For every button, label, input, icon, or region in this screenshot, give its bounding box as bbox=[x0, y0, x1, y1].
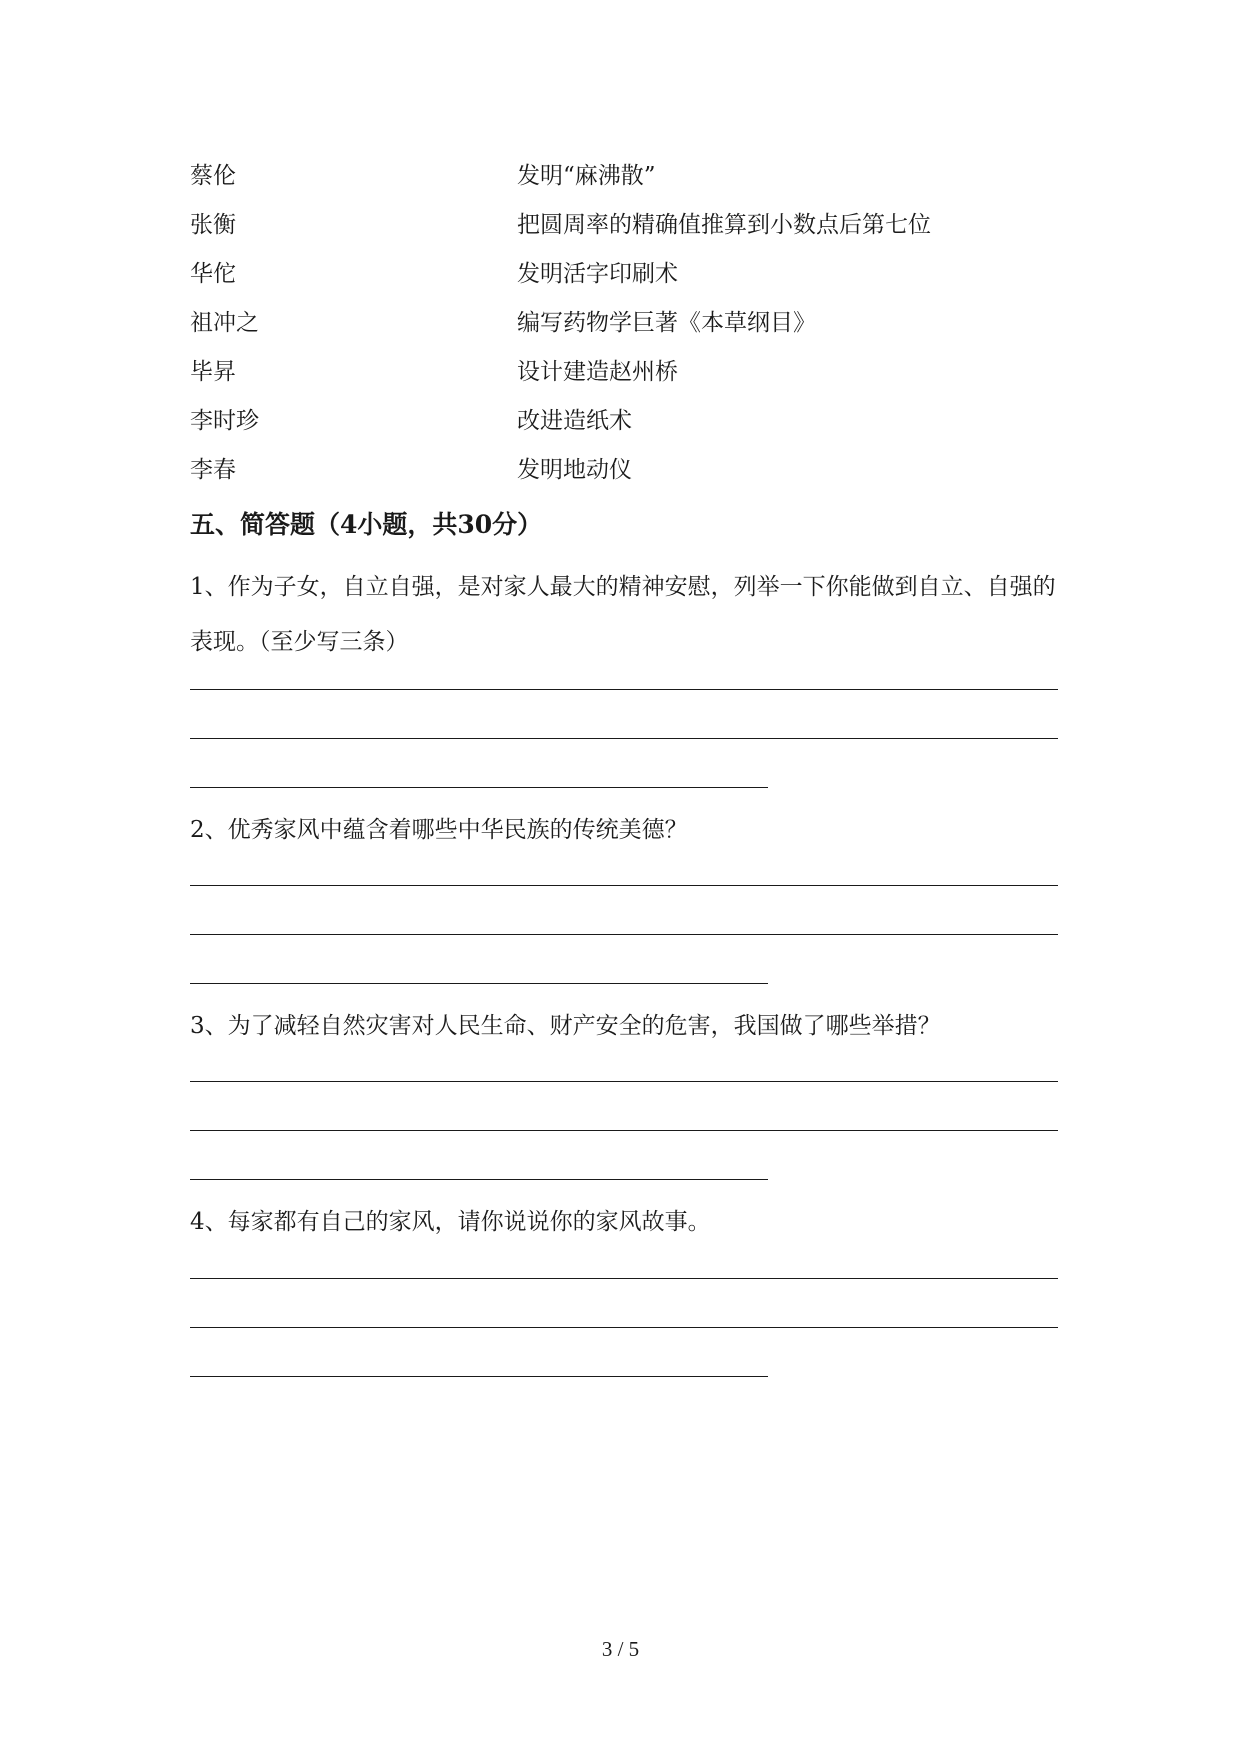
matching-row bbox=[190, 152, 1090, 201]
matching-achievement: 改进造纸术 bbox=[517, 408, 632, 434]
matching-achievement: 发明“麻沸散” bbox=[517, 163, 656, 189]
answer-line[interactable] bbox=[190, 738, 1058, 739]
answer-line[interactable] bbox=[190, 1179, 768, 1180]
answer-line[interactable] bbox=[190, 1327, 1058, 1328]
question-2: 2、优秀家风中蕴含着哪些中华民族的传统美德？ bbox=[190, 817, 688, 843]
answer-line[interactable] bbox=[190, 689, 1058, 690]
answer-line[interactable] bbox=[190, 1278, 1058, 1279]
matching-achievement: 编写药物学巨著《本草纲目》 bbox=[517, 310, 816, 336]
matching-row bbox=[190, 397, 1090, 446]
answer-line[interactable] bbox=[190, 885, 1058, 886]
matching-person: 华佗 bbox=[190, 261, 236, 287]
matching-row bbox=[190, 201, 1090, 250]
question-4: 4、每家都有自己的家风，请你说说你的家风故事。 bbox=[190, 1209, 711, 1235]
matching-person: 张衡 bbox=[190, 212, 236, 238]
matching-person: 祖冲之 bbox=[190, 310, 259, 336]
matching-achievement: 把圆周率的精确值推算到小数点后第七位 bbox=[517, 212, 931, 238]
matching-person: 毕昇 bbox=[190, 359, 236, 385]
answer-line[interactable] bbox=[190, 787, 768, 788]
matching-row bbox=[190, 348, 1090, 397]
answer-line[interactable] bbox=[190, 1081, 1058, 1082]
matching-row bbox=[190, 446, 1090, 495]
matching-achievement: 发明活字印刷术 bbox=[517, 261, 678, 287]
question-1: 1、作为子女，自立自强，是对家人最大的精神安慰，列举一下你能做到自立、自强的表现。（至少写三条） bbox=[190, 574, 1056, 655]
answer-line[interactable] bbox=[190, 934, 1058, 935]
answer-line[interactable] bbox=[190, 1376, 768, 1377]
matching-achievement: 发明地动仪 bbox=[517, 457, 632, 483]
section-heading: 五、简答题（4小题，共30分） bbox=[190, 510, 543, 539]
matching-person: 李春 bbox=[190, 457, 236, 483]
answer-line[interactable] bbox=[190, 983, 768, 984]
matching-list bbox=[190, 152, 1090, 495]
page-number: 3 / 5 bbox=[601, 1637, 640, 1661]
answer-line[interactable] bbox=[190, 1130, 1058, 1131]
matching-row bbox=[190, 299, 1090, 348]
matching-person: 蔡伦 bbox=[190, 163, 236, 189]
matching-person: 李时珍 bbox=[190, 408, 259, 434]
matching-row bbox=[190, 250, 1090, 299]
matching-achievement: 设计建造赵州桥 bbox=[517, 359, 678, 385]
question-3: 3、为了减轻自然灾害对人民生命、财产安全的危害，我国做了哪些举措？ bbox=[190, 1013, 941, 1039]
